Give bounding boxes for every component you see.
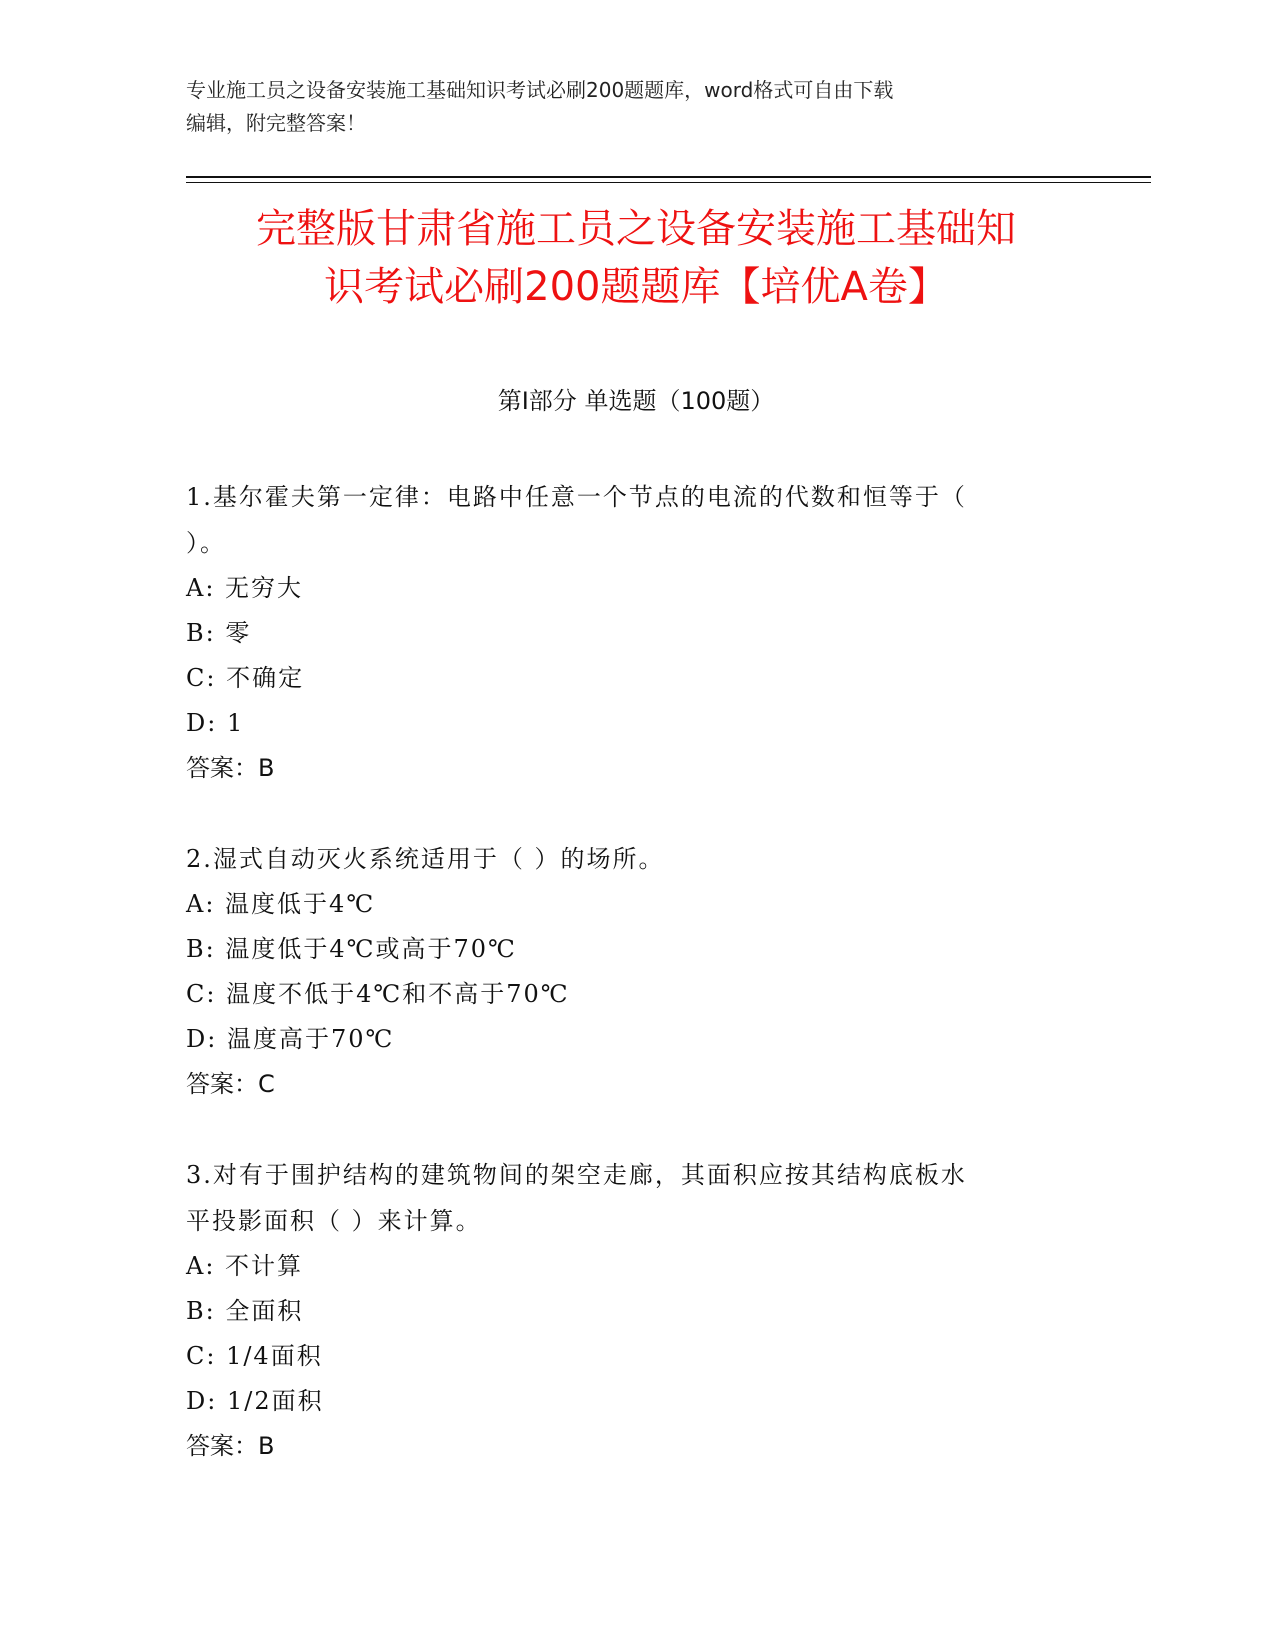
option-d: D: 温度高于70℃ (186, 1025, 395, 1053)
answer: 答案：B (186, 1432, 275, 1460)
answer: 答案：B (186, 754, 275, 782)
question-stem-line-1: 1.基尔霍夫第一定律：电路中任意一个节点的电流的代数和恒等于（ (186, 483, 967, 511)
option-c: C: 温度不低于4℃和不高于70℃ (186, 980, 570, 1008)
question-1 (186, 474, 1086, 791)
question-stem (186, 1152, 1086, 1244)
document-title-line-1: 完整版甘肃省施工员之设备安装施工基础知 (256, 206, 1016, 252)
option-b: B: 温度低于4℃或高于70℃ (186, 935, 517, 963)
section-title: 第Ⅰ部分 单选题（100题） (497, 387, 775, 415)
option-d: D: 1 (186, 709, 245, 737)
question-2 (186, 836, 1086, 1107)
document-title (186, 200, 1086, 316)
question-stem-line-1: 3.对有于围护结构的建筑物间的架空走廊，其面积应按其结构底板水 (186, 1161, 967, 1189)
header-note-line-1: 专业施工员之设备安装施工基础知识考试必刷200题题库，word格式可自由下载 (186, 78, 894, 102)
header-note (186, 74, 1086, 140)
option-a: A: 无穷大 (186, 574, 304, 602)
option-c: C: 不确定 (186, 664, 305, 692)
option-a: A: 不计算 (186, 1252, 304, 1280)
option-c: C: 1/4面积 (186, 1342, 323, 1370)
question-stem (186, 474, 1086, 566)
answer: 答案：C (186, 1070, 275, 1098)
header-note-line-2: 编辑，附完整答案！ (186, 111, 366, 135)
question-3 (186, 1152, 1086, 1469)
document-title-line-2: 识考试必刷200题题库【培优A卷】 (324, 264, 948, 310)
option-b: B: 全面积 (186, 1297, 304, 1325)
question-stem (186, 836, 1086, 882)
option-b: B: 零 (186, 619, 252, 647)
option-d: D: 1/2面积 (186, 1387, 324, 1415)
option-a: A: 温度低于4℃ (186, 890, 376, 918)
question-stem-line-2: 平投影面积（ ）来计算。 (186, 1207, 482, 1235)
header-divider-thick (186, 176, 1151, 178)
question-stem-line-2: ）。 (186, 529, 226, 557)
question-stem-line-1: 2.湿式自动灭火系统适用于（ ）的场所。 (186, 845, 665, 873)
header-divider-thin (186, 182, 1151, 183)
